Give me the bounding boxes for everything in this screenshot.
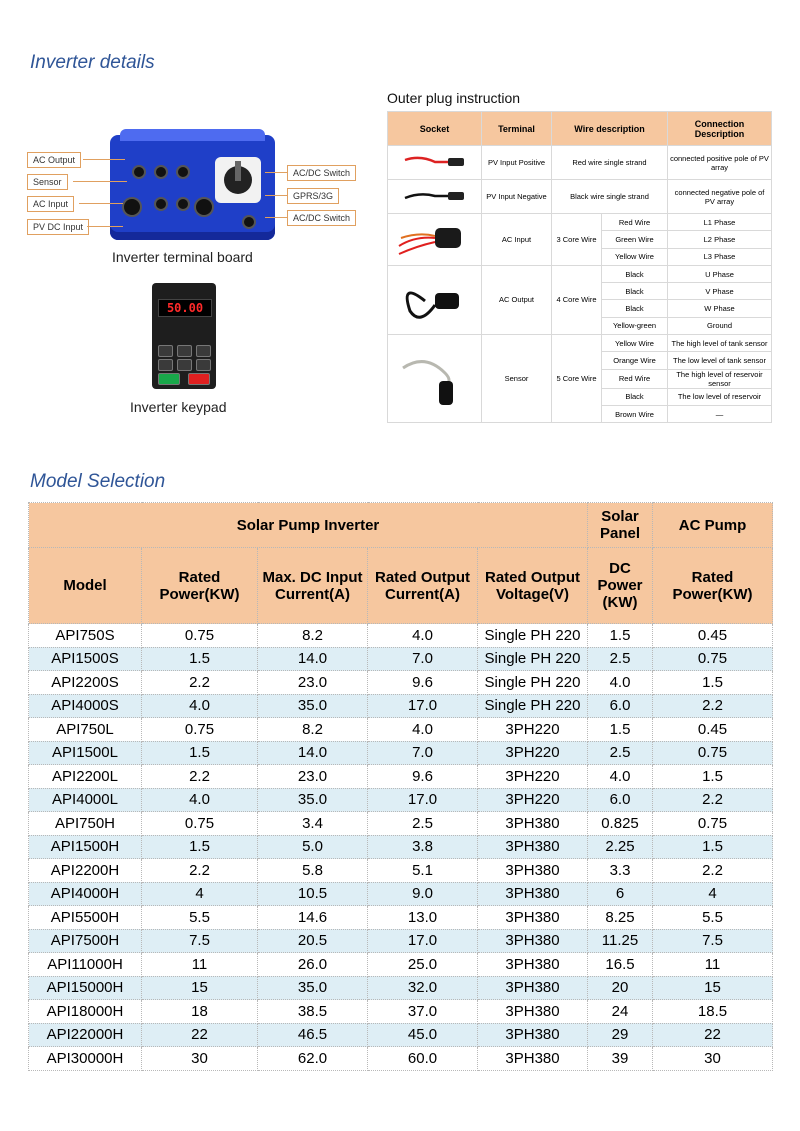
group-header-ac-pump: AC Pump (653, 503, 773, 548)
cell-dc-power: 2.25 (588, 835, 653, 859)
table-row (29, 1023, 773, 1047)
cell-rated-output-current: 9.6 (368, 765, 478, 789)
model-selection-title: Model Selection (30, 471, 166, 492)
cell-max-dc-input-current: 35.0 (258, 976, 368, 1000)
cell-model: API1500H (29, 835, 142, 859)
sensor-conn-2: The low level of tank sensor (668, 352, 772, 369)
sensor-conn-5: — (668, 405, 772, 422)
ac-input-conn-2: L2 Phase (668, 231, 772, 248)
pv-negative-terminal: PV Input Negative (482, 180, 552, 214)
cell-rated-output-voltage: 3PH220 (478, 765, 588, 789)
header-wire-description: Wire description (552, 112, 668, 146)
label-pv-dc-input: PV DC Input (27, 219, 89, 235)
label-ac-dc-switch-2: AC/DC Switch (287, 210, 356, 226)
ac-input-terminal: AC Input (482, 214, 552, 266)
cell-rated-output-current: 3.8 (368, 835, 478, 859)
socket-pv-positive-image (388, 146, 482, 180)
cell-max-dc-input-current: 35.0 (258, 788, 368, 812)
cell-model: API11000H (29, 953, 142, 977)
cell-rated-output-voltage: 3PH220 (478, 718, 588, 742)
label-ac-input: AC Input (27, 196, 74, 212)
ac-input-conn-1: L1 Phase (668, 214, 772, 231)
ac-output-core: 4 Core Wire (552, 265, 602, 334)
col-header-model: Model (29, 548, 142, 624)
cell-rated-power: 4 (142, 882, 258, 906)
sensor-conn-1: The high level of tank sensor (668, 335, 772, 352)
cell-model: API2200H (29, 859, 142, 883)
cell-max-dc-input-current: 23.0 (258, 765, 368, 789)
cell-rated-output-voltage: 3PH380 (478, 859, 588, 883)
cell-rated-power: 18 (142, 1000, 258, 1024)
pv-negative-wire: Black wire single strand (552, 180, 668, 214)
table-row (29, 718, 773, 742)
cell-rated-output-current: 17.0 (368, 788, 478, 812)
cell-dc-power: 39 (588, 1047, 653, 1071)
cell-max-dc-input-current: 23.0 (258, 671, 368, 695)
cell-rated-power: 2.2 (142, 859, 258, 883)
cell-pump-rated-power: 0.75 (653, 812, 773, 836)
cell-model: API1500S (29, 647, 142, 671)
cell-rated-output-voltage: 3PH380 (478, 1023, 588, 1047)
cell-max-dc-input-current: 62.0 (258, 1047, 368, 1071)
pv-positive-terminal: PV Input Positive (482, 146, 552, 180)
cell-max-dc-input-current: 14.0 (258, 647, 368, 671)
col-header-rated-output-current: Rated Output Current(A) (368, 548, 478, 624)
col-header-rated-power: Rated Power(KW) (142, 548, 258, 624)
ac-input-wire-2: Green Wire (602, 231, 668, 248)
terminal-board-caption: Inverter terminal board (112, 249, 253, 265)
cell-pump-rated-power: 2.2 (653, 859, 773, 883)
col-header-dc-power: DC Power (KW) (588, 548, 653, 624)
cell-dc-power: 11.25 (588, 929, 653, 953)
model-selection-table (28, 502, 773, 1071)
terminal-board-figure (25, 130, 360, 245)
cell-rated-output-voltage: 3PH380 (478, 953, 588, 977)
cell-rated-power: 1.5 (142, 647, 258, 671)
table-row (29, 859, 773, 883)
cell-pump-rated-power: 7.5 (653, 929, 773, 953)
cell-rated-power: 30 (142, 1047, 258, 1071)
ac-output-conn-2: V Phase (668, 283, 772, 300)
cell-max-dc-input-current: 5.0 (258, 835, 368, 859)
cell-rated-output-current: 60.0 (368, 1047, 478, 1071)
sensor-wire-1: Yellow Wire (602, 335, 668, 352)
cell-rated-output-current: 4.0 (368, 718, 478, 742)
cell-rated-output-current: 9.6 (368, 671, 478, 695)
cell-model: API1500L (29, 741, 142, 765)
cell-dc-power: 6.0 (588, 694, 653, 718)
header-terminal: Terminal (482, 112, 552, 146)
sensor-wire-4: Black (602, 388, 668, 405)
cell-rated-output-current: 7.0 (368, 647, 478, 671)
cell-rated-output-current: 17.0 (368, 694, 478, 718)
pv-positive-connection: connected positive pole of PV array (668, 146, 772, 180)
label-ac-output: AC Output (27, 152, 81, 168)
cell-dc-power: 3.3 (588, 859, 653, 883)
ac-output-wire-1: Black (602, 265, 668, 282)
sensor-core: 5 Core Wire (552, 335, 602, 423)
cell-model: API4000H (29, 882, 142, 906)
cell-rated-power: 5.5 (142, 906, 258, 930)
ac-input-conn-3: L3 Phase (668, 248, 772, 265)
cell-dc-power: 24 (588, 1000, 653, 1024)
cell-rated-output-voltage: 3PH220 (478, 788, 588, 812)
socket-ac-input-image (388, 214, 482, 266)
ac-dc-switch-knob (215, 157, 261, 203)
sensor-wire-3: Red Wire (602, 369, 668, 388)
table-row (29, 976, 773, 1000)
ac-output-wire-2: Black (602, 283, 668, 300)
ac-output-wire-3: Black (602, 300, 668, 317)
cell-model: API4000L (29, 788, 142, 812)
cell-rated-output-current: 4.0 (368, 624, 478, 648)
table-row (29, 765, 773, 789)
cell-pump-rated-power: 5.5 (653, 906, 773, 930)
cell-rated-output-voltage: 3PH380 (478, 835, 588, 859)
cell-rated-output-voltage: 3PH380 (478, 1000, 588, 1024)
table-row (29, 929, 773, 953)
outer-plug-table (387, 111, 772, 423)
ac-output-conn-1: U Phase (668, 265, 772, 282)
header-socket: Socket (388, 112, 482, 146)
cell-dc-power: 4.0 (588, 765, 653, 789)
cell-model: API750S (29, 624, 142, 648)
table-row (29, 741, 773, 765)
terminal-board-image (110, 135, 275, 240)
cell-model: API4000S (29, 694, 142, 718)
ac-output-wire-4: Yellow-green (602, 317, 668, 334)
cell-rated-output-voltage: 3PH380 (478, 976, 588, 1000)
table-row (29, 647, 773, 671)
cell-rated-output-voltage: 3PH380 (478, 929, 588, 953)
cell-max-dc-input-current: 10.5 (258, 882, 368, 906)
cell-rated-output-voltage: 3PH380 (478, 906, 588, 930)
socket-pv-negative-image (388, 180, 482, 214)
cell-rated-power: 11 (142, 953, 258, 977)
cell-max-dc-input-current: 8.2 (258, 624, 368, 648)
cell-dc-power: 6.0 (588, 788, 653, 812)
cell-max-dc-input-current: 8.2 (258, 718, 368, 742)
table-row (29, 788, 773, 812)
cell-rated-output-voltage: Single PH 220 (478, 694, 588, 718)
cell-model: API2200S (29, 671, 142, 695)
label-ac-dc-switch-1: AC/DC Switch (287, 165, 356, 181)
table-row (29, 906, 773, 930)
col-header-rated-output-voltage: Rated Output Voltage(V) (478, 548, 588, 624)
cell-rated-power: 2.2 (142, 765, 258, 789)
cell-rated-power: 0.75 (142, 718, 258, 742)
cell-pump-rated-power: 18.5 (653, 1000, 773, 1024)
group-header-solar-panel: Solar Panel (588, 503, 653, 548)
outer-plug-title: Outer plug instruction (387, 90, 521, 106)
table-row (29, 1000, 773, 1024)
cell-pump-rated-power: 1.5 (653, 671, 773, 695)
cell-pump-rated-power: 0.45 (653, 624, 773, 648)
cell-pump-rated-power: 22 (653, 1023, 773, 1047)
cell-pump-rated-power: 15 (653, 976, 773, 1000)
cell-dc-power: 6 (588, 882, 653, 906)
cell-max-dc-input-current: 3.4 (258, 812, 368, 836)
cell-dc-power: 16.5 (588, 953, 653, 977)
cell-rated-output-current: 37.0 (368, 1000, 478, 1024)
cell-rated-output-voltage: Single PH 220 (478, 624, 588, 648)
cell-max-dc-input-current: 5.8 (258, 859, 368, 883)
cell-rated-power: 22 (142, 1023, 258, 1047)
cell-rated-power: 0.75 (142, 812, 258, 836)
model-table-body (29, 624, 773, 1071)
sensor-wire-5: Brown Wire (602, 405, 668, 422)
cell-model: API2200L (29, 765, 142, 789)
table-row (29, 812, 773, 836)
cell-rated-output-current: 17.0 (368, 929, 478, 953)
group-header-solar-pump-inverter: Solar Pump Inverter (29, 503, 588, 548)
cell-rated-power: 4.0 (142, 788, 258, 812)
socket-ac-output-image (388, 265, 482, 334)
cell-max-dc-input-current: 14.6 (258, 906, 368, 930)
cell-rated-power: 1.5 (142, 741, 258, 765)
cell-rated-output-current: 45.0 (368, 1023, 478, 1047)
cell-max-dc-input-current: 26.0 (258, 953, 368, 977)
cell-pump-rated-power: 1.5 (653, 835, 773, 859)
cell-pump-rated-power: 2.2 (653, 788, 773, 812)
keypad-image (152, 283, 216, 389)
cell-rated-output-current: 13.0 (368, 906, 478, 930)
cell-dc-power: 20 (588, 976, 653, 1000)
cell-rated-output-current: 2.5 (368, 812, 478, 836)
cell-rated-power: 1.5 (142, 835, 258, 859)
socket-sensor-image (388, 335, 482, 423)
cell-rated-output-current: 9.0 (368, 882, 478, 906)
label-sensor: Sensor (27, 174, 68, 190)
keypad-display: 50.00 (158, 299, 212, 317)
cell-dc-power: 4.0 (588, 671, 653, 695)
cell-rated-power: 15 (142, 976, 258, 1000)
cell-max-dc-input-current: 38.5 (258, 1000, 368, 1024)
cell-pump-rated-power: 0.75 (653, 647, 773, 671)
cell-rated-power: 4.0 (142, 694, 258, 718)
ac-input-wire-1: Red Wire (602, 214, 668, 231)
sensor-wire-2: Orange Wire (602, 352, 668, 369)
table-row (29, 835, 773, 859)
ac-output-conn-3: W Phase (668, 300, 772, 317)
ac-output-conn-4: Ground (668, 317, 772, 334)
cell-max-dc-input-current: 35.0 (258, 694, 368, 718)
table-row (29, 671, 773, 695)
ac-input-wire-3: Yellow Wire (602, 248, 668, 265)
cell-rated-output-voltage: Single PH 220 (478, 647, 588, 671)
header-connection-description: Connection Description (668, 112, 772, 146)
pv-positive-wire: Red wire single strand (552, 146, 668, 180)
inverter-details-title: Inverter details (30, 52, 155, 73)
cell-max-dc-input-current: 46.5 (258, 1023, 368, 1047)
cell-model: API30000H (29, 1047, 142, 1071)
col-header-pump-rated-power: Rated Power(KW) (653, 548, 773, 624)
table-row (29, 1047, 773, 1071)
cell-rated-output-voltage: 3PH380 (478, 882, 588, 906)
sensor-terminal: Sensor (482, 335, 552, 423)
cell-dc-power: 2.5 (588, 741, 653, 765)
sensor-conn-3: The high level of reservoir sensor (668, 369, 772, 388)
cell-rated-output-current: 25.0 (368, 953, 478, 977)
cell-rated-output-current: 5.1 (368, 859, 478, 883)
cell-max-dc-input-current: 14.0 (258, 741, 368, 765)
cell-dc-power: 8.25 (588, 906, 653, 930)
pv-negative-connection: connected negative pole of PV array (668, 180, 772, 214)
cell-dc-power: 2.5 (588, 647, 653, 671)
cell-rated-power: 7.5 (142, 929, 258, 953)
cell-pump-rated-power: 11 (653, 953, 773, 977)
cell-pump-rated-power: 4 (653, 882, 773, 906)
table-row (29, 624, 773, 648)
sensor-conn-4: The low level of reservoir (668, 388, 772, 405)
cell-rated-output-voltage: 3PH220 (478, 741, 588, 765)
ac-input-core: 3 Core Wire (552, 214, 602, 266)
cell-rated-output-current: 7.0 (368, 741, 478, 765)
cell-model: API22000H (29, 1023, 142, 1047)
cell-rated-output-voltage: 3PH380 (478, 1047, 588, 1071)
cell-dc-power: 1.5 (588, 624, 653, 648)
cell-dc-power: 29 (588, 1023, 653, 1047)
cell-rated-power: 2.2 (142, 671, 258, 695)
table-row (29, 882, 773, 906)
cell-pump-rated-power: 30 (653, 1047, 773, 1071)
cell-model: API750H (29, 812, 142, 836)
ac-output-terminal: AC Output (482, 265, 552, 334)
cell-pump-rated-power: 0.75 (653, 741, 773, 765)
table-row (29, 694, 773, 718)
cell-rated-power: 0.75 (142, 624, 258, 648)
cell-dc-power: 0.825 (588, 812, 653, 836)
cell-rated-output-voltage: Single PH 220 (478, 671, 588, 695)
cell-model: API750L (29, 718, 142, 742)
cell-model: API7500H (29, 929, 142, 953)
cell-pump-rated-power: 0.45 (653, 718, 773, 742)
cell-pump-rated-power: 1.5 (653, 765, 773, 789)
cell-pump-rated-power: 2.2 (653, 694, 773, 718)
cell-model: API15000H (29, 976, 142, 1000)
cell-model: API5500H (29, 906, 142, 930)
table-row (29, 953, 773, 977)
keypad-caption: Inverter keypad (130, 399, 227, 415)
col-header-max-dc-input-current: Max. DC Input Current(A) (258, 548, 368, 624)
cell-rated-output-current: 32.0 (368, 976, 478, 1000)
label-gprs-3g: GPRS/3G (287, 188, 339, 204)
cell-rated-output-voltage: 3PH380 (478, 812, 588, 836)
cell-max-dc-input-current: 20.5 (258, 929, 368, 953)
cell-model: API18000H (29, 1000, 142, 1024)
cell-dc-power: 1.5 (588, 718, 653, 742)
